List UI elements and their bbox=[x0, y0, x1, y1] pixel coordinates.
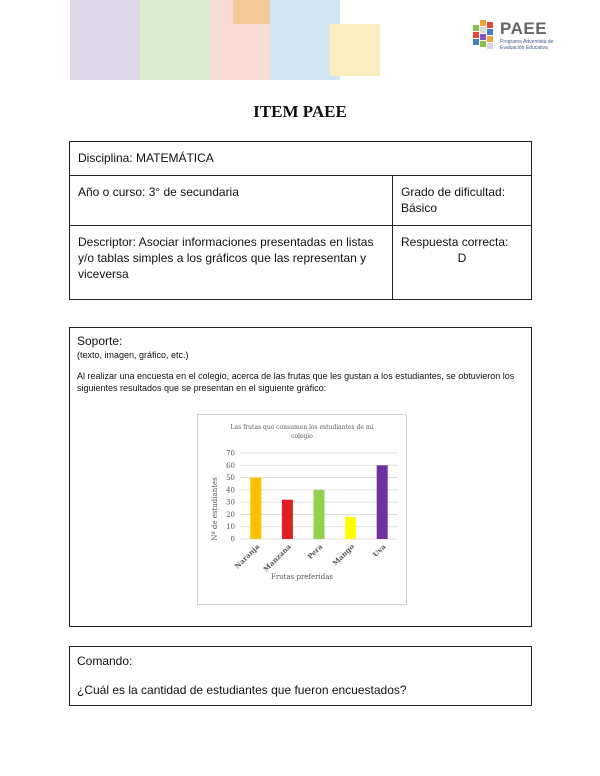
comando-box bbox=[69, 646, 532, 706]
chart-bar-uva bbox=[377, 465, 388, 539]
soporte-title: Soporte: bbox=[77, 334, 123, 348]
dificultad-value: Básico bbox=[401, 201, 438, 215]
respuesta-value: D bbox=[457, 251, 467, 265]
chart-xtick-label: Naranja bbox=[232, 542, 262, 571]
chart-bar-manzana bbox=[282, 500, 293, 539]
chart-title-line1: Las frutas que consumen los estudiantes de mi bbox=[230, 424, 374, 431]
logo-subtitle: Programa Adventista de Evaluación Educativa bbox=[500, 39, 554, 51]
item-info-table bbox=[69, 141, 532, 300]
chart-ytick-label: 70 bbox=[226, 449, 235, 458]
chart-bar-mango bbox=[345, 517, 356, 539]
soporte-text: Al realizar una encuesta en el colegio, acerca de las frutas que les gustan a los estudiantes, se obtuvieron los siguientes resultados que se presentan en el siguiente gráfico: bbox=[77, 371, 515, 393]
soporte-box bbox=[69, 327, 532, 627]
respuesta-cell bbox=[393, 226, 532, 300]
chart-ytick-label: 20 bbox=[226, 510, 235, 519]
chart-ylabel: Nº de estudiantes bbox=[211, 477, 219, 541]
chart-xlabel: Frutas preferidas bbox=[270, 573, 334, 581]
chart-ytick-label: 60 bbox=[226, 461, 235, 470]
chart-ytick-label: 10 bbox=[226, 523, 235, 532]
disciplina-cell: Disciplina: MATEMÁTICA bbox=[70, 142, 532, 176]
curso-cell: Año o curso: 3° de secundaria bbox=[70, 176, 393, 226]
chart-xtick-label: Manzana bbox=[261, 542, 293, 574]
chart-xtick-label: Mango bbox=[330, 542, 357, 568]
logo-mosaic-icon bbox=[470, 20, 498, 50]
chart-bar-naranja bbox=[250, 478, 261, 539]
paee-logo bbox=[470, 20, 570, 56]
chart-ytick-label: 0 bbox=[230, 535, 235, 544]
comando-question: ¿Cuál es la cantidad de estudiantes que fueron encuestados? bbox=[77, 683, 407, 697]
chart-ytick-label: 40 bbox=[226, 486, 235, 495]
chart-bar-pera bbox=[314, 490, 325, 539]
comando-title: Comando: bbox=[77, 654, 133, 668]
header-decoration bbox=[0, 0, 380, 80]
descriptor-cell: Descriptor: Asociar informaciones presentadas en listas y/o tablas simples a los gráficos que las representan y viceversa bbox=[70, 226, 393, 300]
respuesta-label: Respuesta correcta: bbox=[401, 235, 509, 249]
chart-ytick-label: 30 bbox=[226, 498, 235, 507]
dificultad-cell bbox=[393, 176, 532, 226]
chart-xtick-label: Pera bbox=[305, 542, 325, 561]
fruit-bar-chart bbox=[197, 414, 407, 605]
dificultad-label: Grado de dificultad: bbox=[401, 185, 506, 199]
chart-xtick-label: Uva bbox=[370, 542, 388, 559]
chart-ytick-label: 50 bbox=[226, 474, 235, 483]
soporte-subtitle: (texto, imagen, gráfico, etc.) bbox=[77, 350, 189, 360]
logo-text: PAEE bbox=[500, 19, 548, 38]
chart-title-line2: colegio bbox=[291, 433, 313, 440]
page-title: ITEM PAEE bbox=[253, 102, 347, 121]
